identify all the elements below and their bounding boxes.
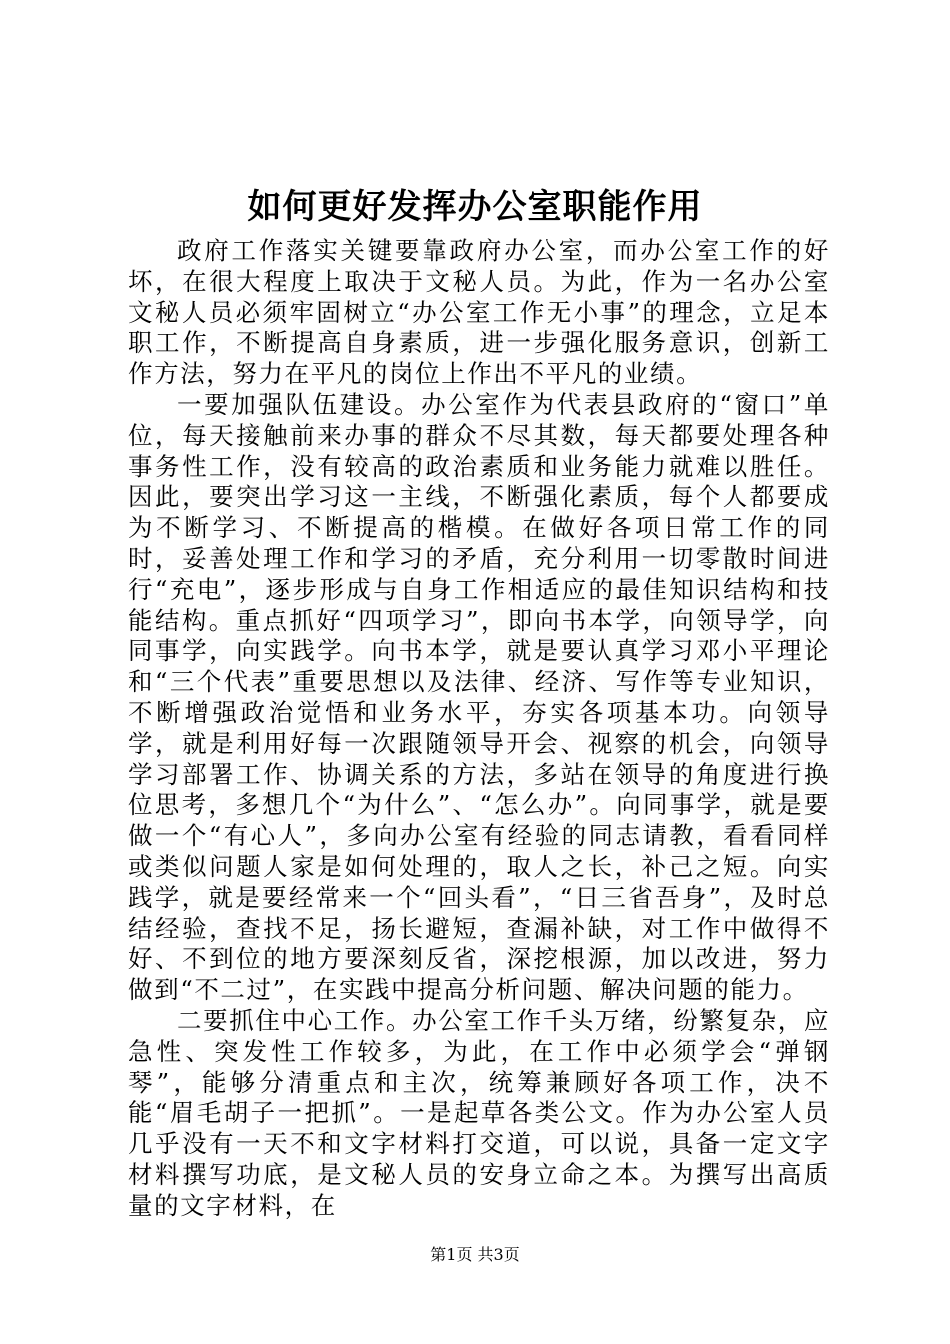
document-title: 如何更好发挥办公室职能作用 xyxy=(247,187,703,227)
paragraph-central-work: 二要抓住中心工作。办公室工作千头万绪，纷繁复杂，应急性、突发性工作较多，为此，在工作中必须学会“弹钢琴”，能够分清重点和主次，统筹兼顾好各项工作，决不能“眉毛胡子一把抓”。一是起草各类公文。作为办公室人员几乎没有一天不和文字材料打交道，可以说，具备一定文字材料撰写功底，是文秘人员的安身立命之本。为撰写出高质量的文字材料，在 xyxy=(128,1005,830,1220)
page-number-footer: 第1页 共3页 xyxy=(430,1245,520,1264)
paragraph-intro: 政府工作落实关键要靠政府办公室，而办公室工作的好坏，在很大程度上取决于文秘人员。为此，作为一名办公室文秘人员必须牢固树立“办公室工作无小事”的理念，立足本职工作，不断提高自身素质，进一步强化服务意识，创新工作方法，努力在平凡的岗位上作出不平凡的业绩。 xyxy=(128,236,830,389)
document-body xyxy=(128,236,830,1222)
paragraph-team-building: 一要加强队伍建设。办公室作为代表县政府的“窗口”单位，每天接触前来办事的群众不尽其数，每天都要处理各种事务性工作，没有较高的政治素质和业务能力就难以胜任。因此，要突出学习这一主线，不断强化素质，每个人都要成为不断学习、不断提高的楷模。在做好各项日常工作的同时，妥善处理工作和学习的矛盾，充分利用一切零散时间进行“充电”，逐步形成与自身工作相适应的最佳知识结构和技能结构。重点抓好“四项学习”，即向书本学，向领导学，向同事学，向实践学。向书本学，就是要认真学习邓小平理论和“三个代表”重要思想以及法律、经济、写作等专业知识，不断增强政治觉悟和业务水平，夯实各项基本功。向领导学，就是利用好每一次跟随领导开会、视察的机会，向领导学习部署工作、协调关系的方法，多站在领导的角度进行换位思考，多想几个“为什么”、“怎么办”。向同事学，就是要做一个“有心人”，多向办公室有经验的同志请教，看看同样或类似问题人家是如何处理的，取人之长，补己之短。向实践学，就是要经常来一个“回头看”，“日三省吾身”，及时总结经验，查找不足，扬长避短，查漏补缺，对工作中做得不好、不到位的地方要深刻反省，深挖根源，加以改进，努力做到“不二过”，在实践中提高分析问题、解决问题的能力。 xyxy=(128,389,830,1005)
